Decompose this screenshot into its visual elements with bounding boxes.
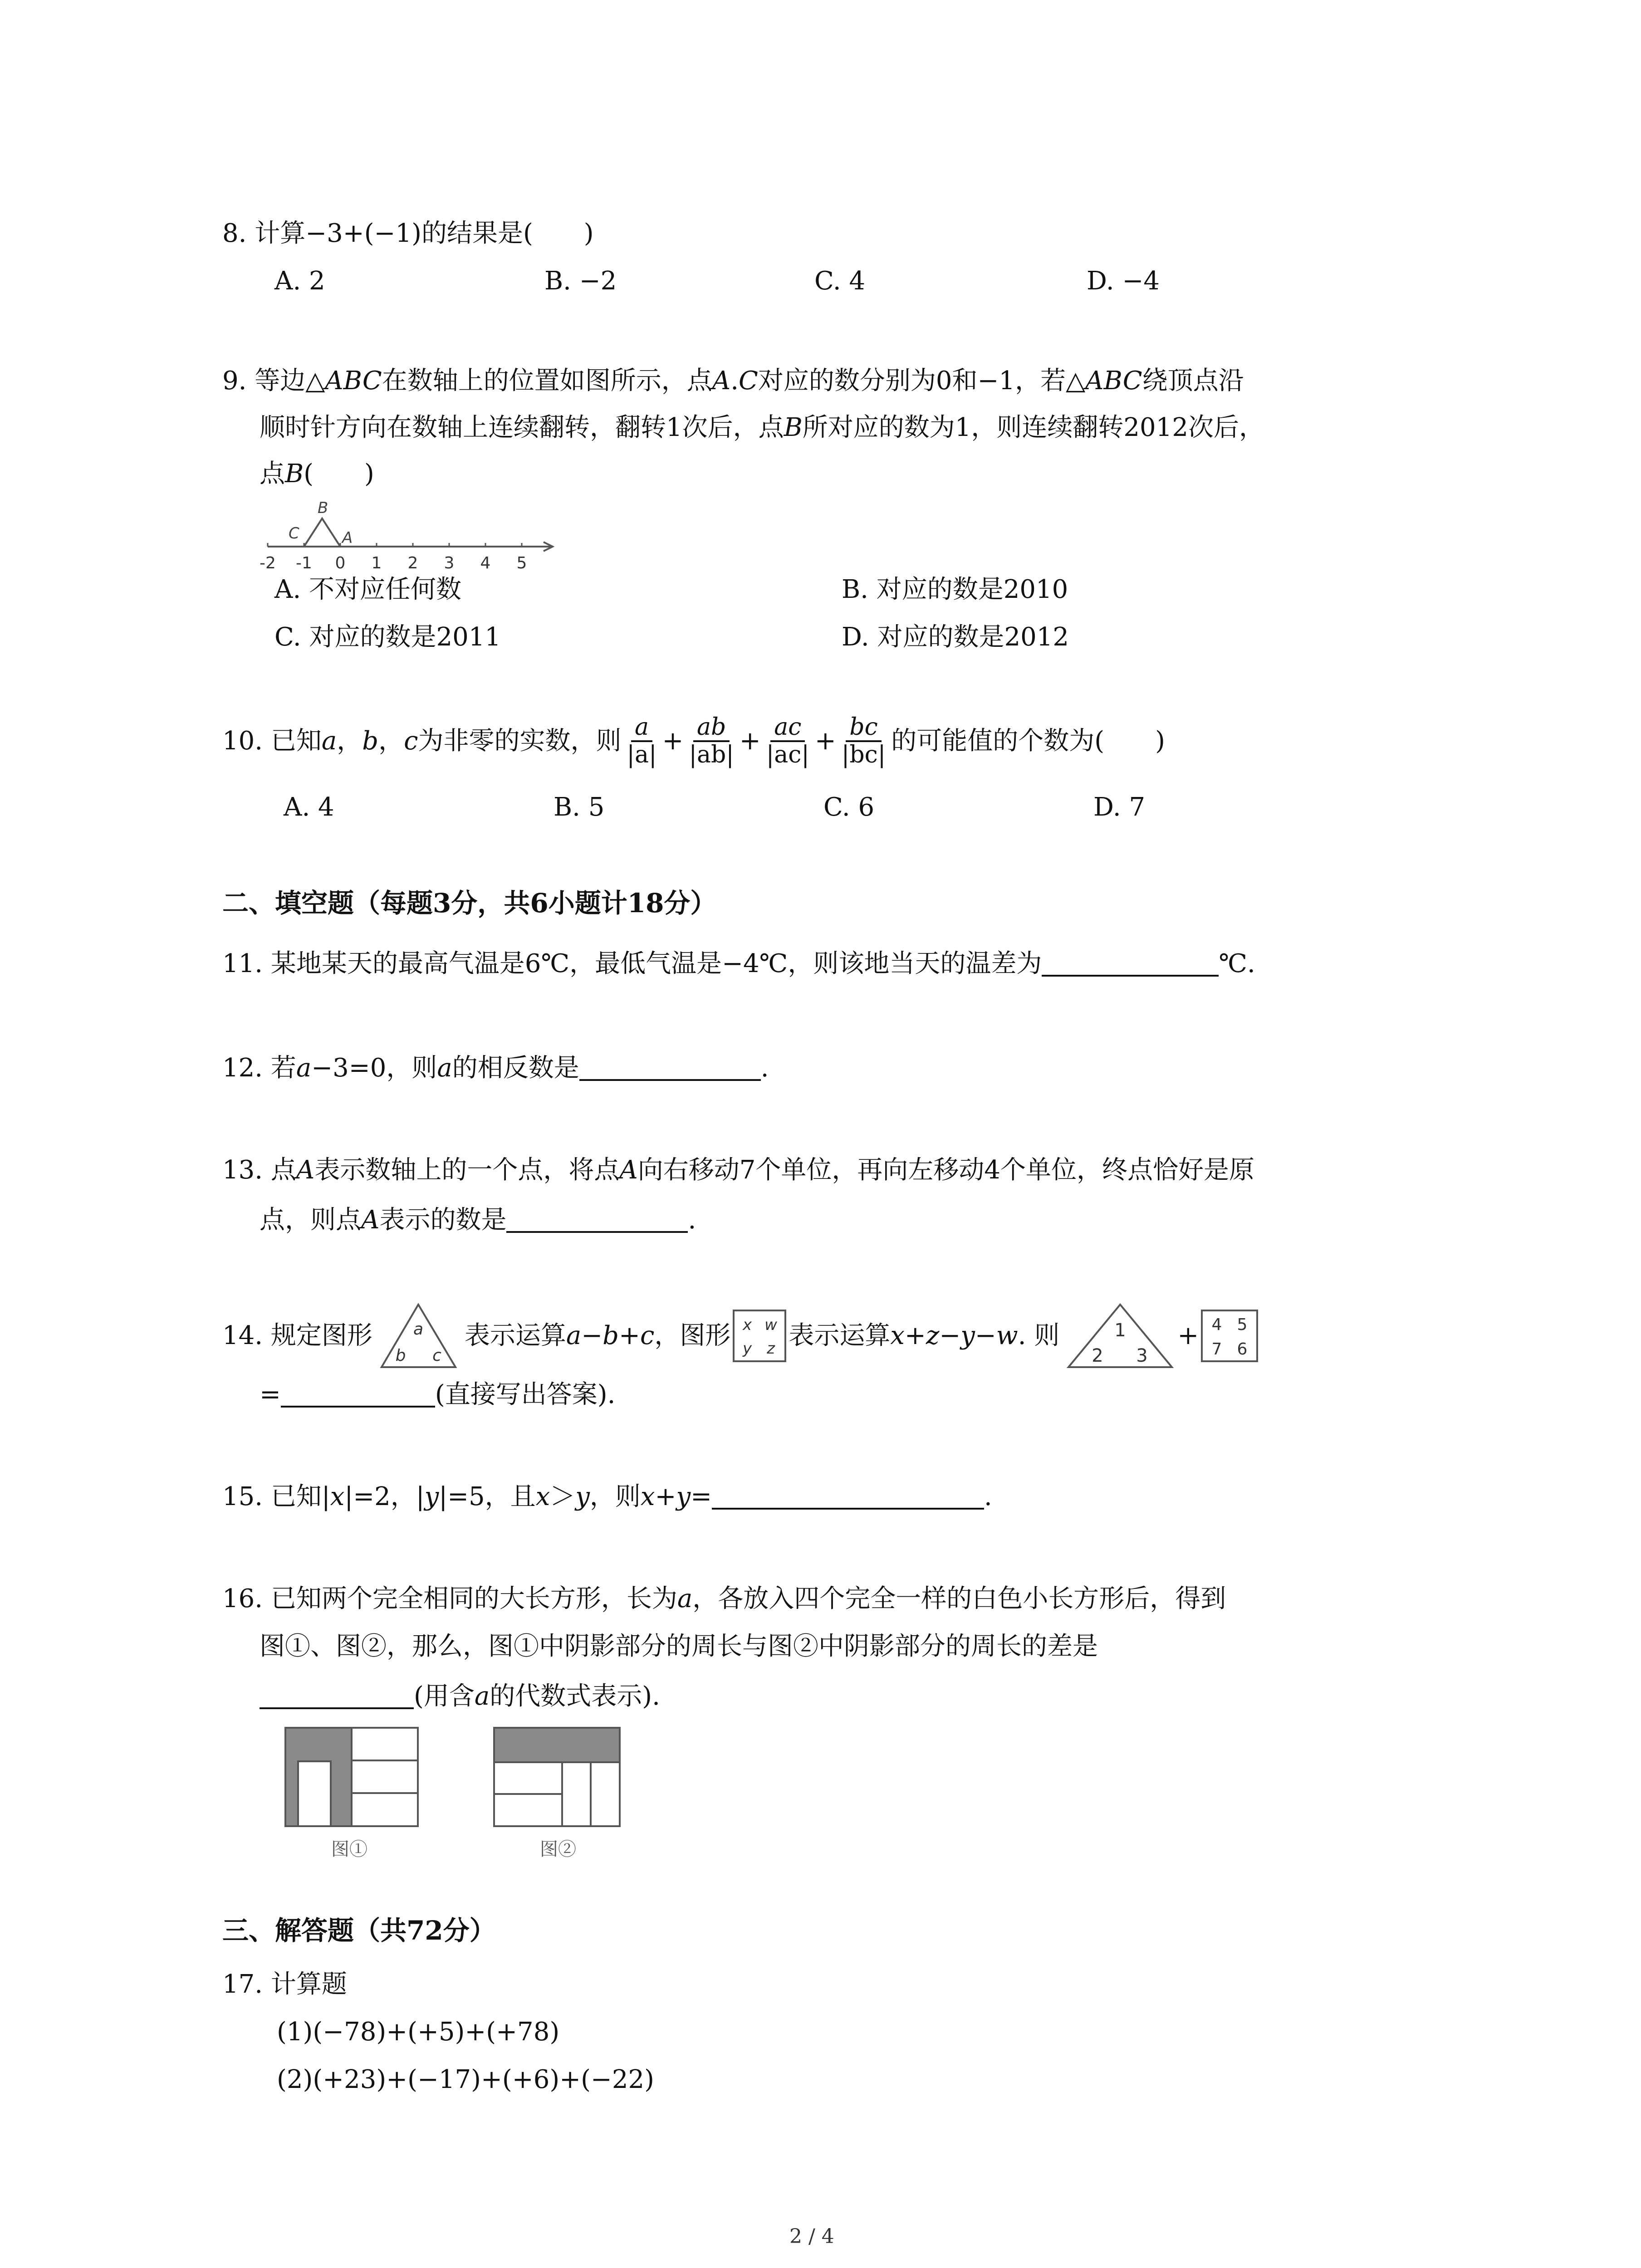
svg-text:6: 6 <box>1237 1340 1248 1359</box>
q15: 15. 已知|x|=2，|y|=5，且x＞y，则x+y= . <box>222 1482 992 1511</box>
label-a: A <box>342 529 353 547</box>
svg-text:7: 7 <box>1211 1340 1222 1359</box>
fraction-a: $\frac{a}{|a|}$ <box>627 714 657 769</box>
figure-2-caption: 图② <box>540 1839 576 1860</box>
q8-stem: 8. 计算−3+(−1)的结果是( ) <box>222 219 594 248</box>
svg-text:a: a <box>413 1320 423 1339</box>
tick-label: 5 <box>516 554 527 572</box>
small-rectangle <box>494 1762 562 1794</box>
q14-line2: = (直接写出答案). <box>260 1380 616 1409</box>
q9-line2: 顺时针方向在数轴上连续翻转，翻转1次后，点B所对应的数为1，则连续翻转2012次后， <box>260 413 1264 442</box>
answer-blank <box>260 1707 414 1709</box>
answer-blank <box>506 1231 688 1233</box>
answer-blank <box>579 1079 761 1081</box>
q9-option-b: B. 对应的数是2010 <box>842 575 1068 604</box>
q8-option-c: C. 4 <box>814 266 866 296</box>
triangle-example <box>1066 1302 1175 1370</box>
q9-line1: 9. 等边△ABC在数轴上的位置如图所示，点A.C对应的数分别为0和−1，若△ABC绕顶点沿 <box>222 366 1244 396</box>
q17-item-2: (2)(+23)+(−17)+(+6)+(−22) <box>277 2065 654 2094</box>
page-number: 2 / 4 <box>789 2225 834 2248</box>
q8-option-d: D. −4 <box>1087 266 1160 296</box>
q9-line3: 点B( ) <box>260 459 374 489</box>
q8-option-b: B. −2 <box>544 266 617 296</box>
svg-text:3: 3 <box>1136 1345 1148 1366</box>
svg-text:2: 2 <box>1092 1345 1104 1366</box>
small-rectangle <box>352 1728 418 1760</box>
q16-line1: 16. 已知两个完全相同的大长方形，长为a，各放入四个完全一样的白色小长方形后，得到 <box>222 1584 1226 1613</box>
q9-option-d: D. 对应的数是2012 <box>842 622 1069 652</box>
q13-line2: 点，则点A表示的数是 . <box>260 1205 696 1235</box>
q10-option-a: A. 4 <box>284 792 334 822</box>
svg-text:4: 4 <box>1211 1315 1222 1334</box>
q10-option-c: C. 6 <box>823 792 875 822</box>
tick-label: 4 <box>480 554 491 572</box>
section-3-heading: 三、解答题（共72分） <box>222 1915 496 1946</box>
fraction-bc: $\frac{bc}{|bc|}$ <box>841 714 886 769</box>
tick-label: 0 <box>335 554 346 572</box>
q10-option-b: B. 5 <box>554 792 605 822</box>
tick-label: -2 <box>260 554 276 572</box>
figure-1-caption: 图① <box>331 1839 367 1860</box>
answer-blank <box>281 1406 435 1408</box>
tick-label: 1 <box>371 554 382 572</box>
tick-label: 3 <box>444 554 455 572</box>
q10-stem: 10. 已知 a ， b ， c 为非零的实数，则 $\frac{a}{|a|}$ + $\frac{ab}{|ab|}$ + $\frac{ac}{|ac|}$ + $\frac{bc}{|bc|}$ 的可能值的个数为( ) <box>222 714 1165 769</box>
small-rectangle <box>352 1793 418 1826</box>
figure-2 <box>492 1726 622 1828</box>
q17-title: 17. 计算题 <box>222 1970 347 1999</box>
q13-line1: 13. 点A表示数轴上的一个点，将点A向右移动7个单位，再向左移动4个单位，终点恰好是原 <box>222 1155 1255 1185</box>
triangle-operation-definition <box>379 1302 458 1370</box>
label-c: C <box>289 524 299 543</box>
fraction-ac: $\frac{ac}{|ac|}$ <box>766 714 809 769</box>
small-rectangle <box>352 1760 418 1793</box>
q10-option-d: D. 7 <box>1093 792 1146 822</box>
svg-text:c: c <box>432 1346 441 1365</box>
box-example <box>1200 1309 1259 1363</box>
svg-text:y: y <box>743 1339 752 1358</box>
answer-blank <box>712 1508 984 1510</box>
tick-label: 2 <box>407 554 418 572</box>
q14-line1: 14. 规定图形 a b c 表示运算 a−b+c ，图形 x w y z 表示运算 x+z−y−w . 则 1 2 3 + 4 5 7 6 <box>222 1302 1259 1370</box>
q16-line2: 图①、图②，那么，图①中阴影部分的周长与图②中阴影部分的周长的差是 <box>260 1632 1098 1661</box>
q16-line3: (用含a的代数式表示). <box>260 1681 660 1712</box>
small-rectangle <box>494 1794 562 1826</box>
small-rectangle <box>298 1761 331 1826</box>
figure-1 <box>284 1726 420 1828</box>
q11: 11. 某地某天的最高气温是6℃，最低气温是−4℃，则该地当天的温差为 ℃. <box>222 949 1255 978</box>
svg-text:1: 1 <box>1114 1320 1127 1341</box>
q9-option-c: C. 对应的数是2011 <box>274 622 501 652</box>
svg-text:w: w <box>764 1316 778 1334</box>
equilateral-triangle-abc <box>304 518 340 547</box>
svg-text:x: x <box>743 1316 752 1334</box>
svg-text:z: z <box>767 1339 775 1358</box>
q12: 12. 若a−3=0，则a的相反数是 . <box>222 1053 769 1083</box>
fraction-ab: $\frac{ab}{|ab|}$ <box>689 714 734 769</box>
box-operation-definition <box>732 1309 787 1363</box>
q17-item-1: (1)(−78)+(+5)+(+78) <box>277 2017 560 2047</box>
q8-option-a: A. 2 <box>274 266 325 296</box>
small-rectangle <box>591 1762 620 1826</box>
svg-text:5: 5 <box>1237 1315 1248 1334</box>
q9-option-a: A. 不对应任何数 <box>274 575 462 604</box>
label-b: B <box>318 499 328 517</box>
section-2-heading: 二、填空题（每题3分，共6小题计18分） <box>222 888 717 919</box>
tick-label: -1 <box>296 554 312 572</box>
q9-number-line-figure <box>259 492 563 574</box>
small-rectangle <box>562 1762 591 1826</box>
answer-blank <box>1042 975 1219 977</box>
svg-text:b: b <box>395 1346 406 1365</box>
